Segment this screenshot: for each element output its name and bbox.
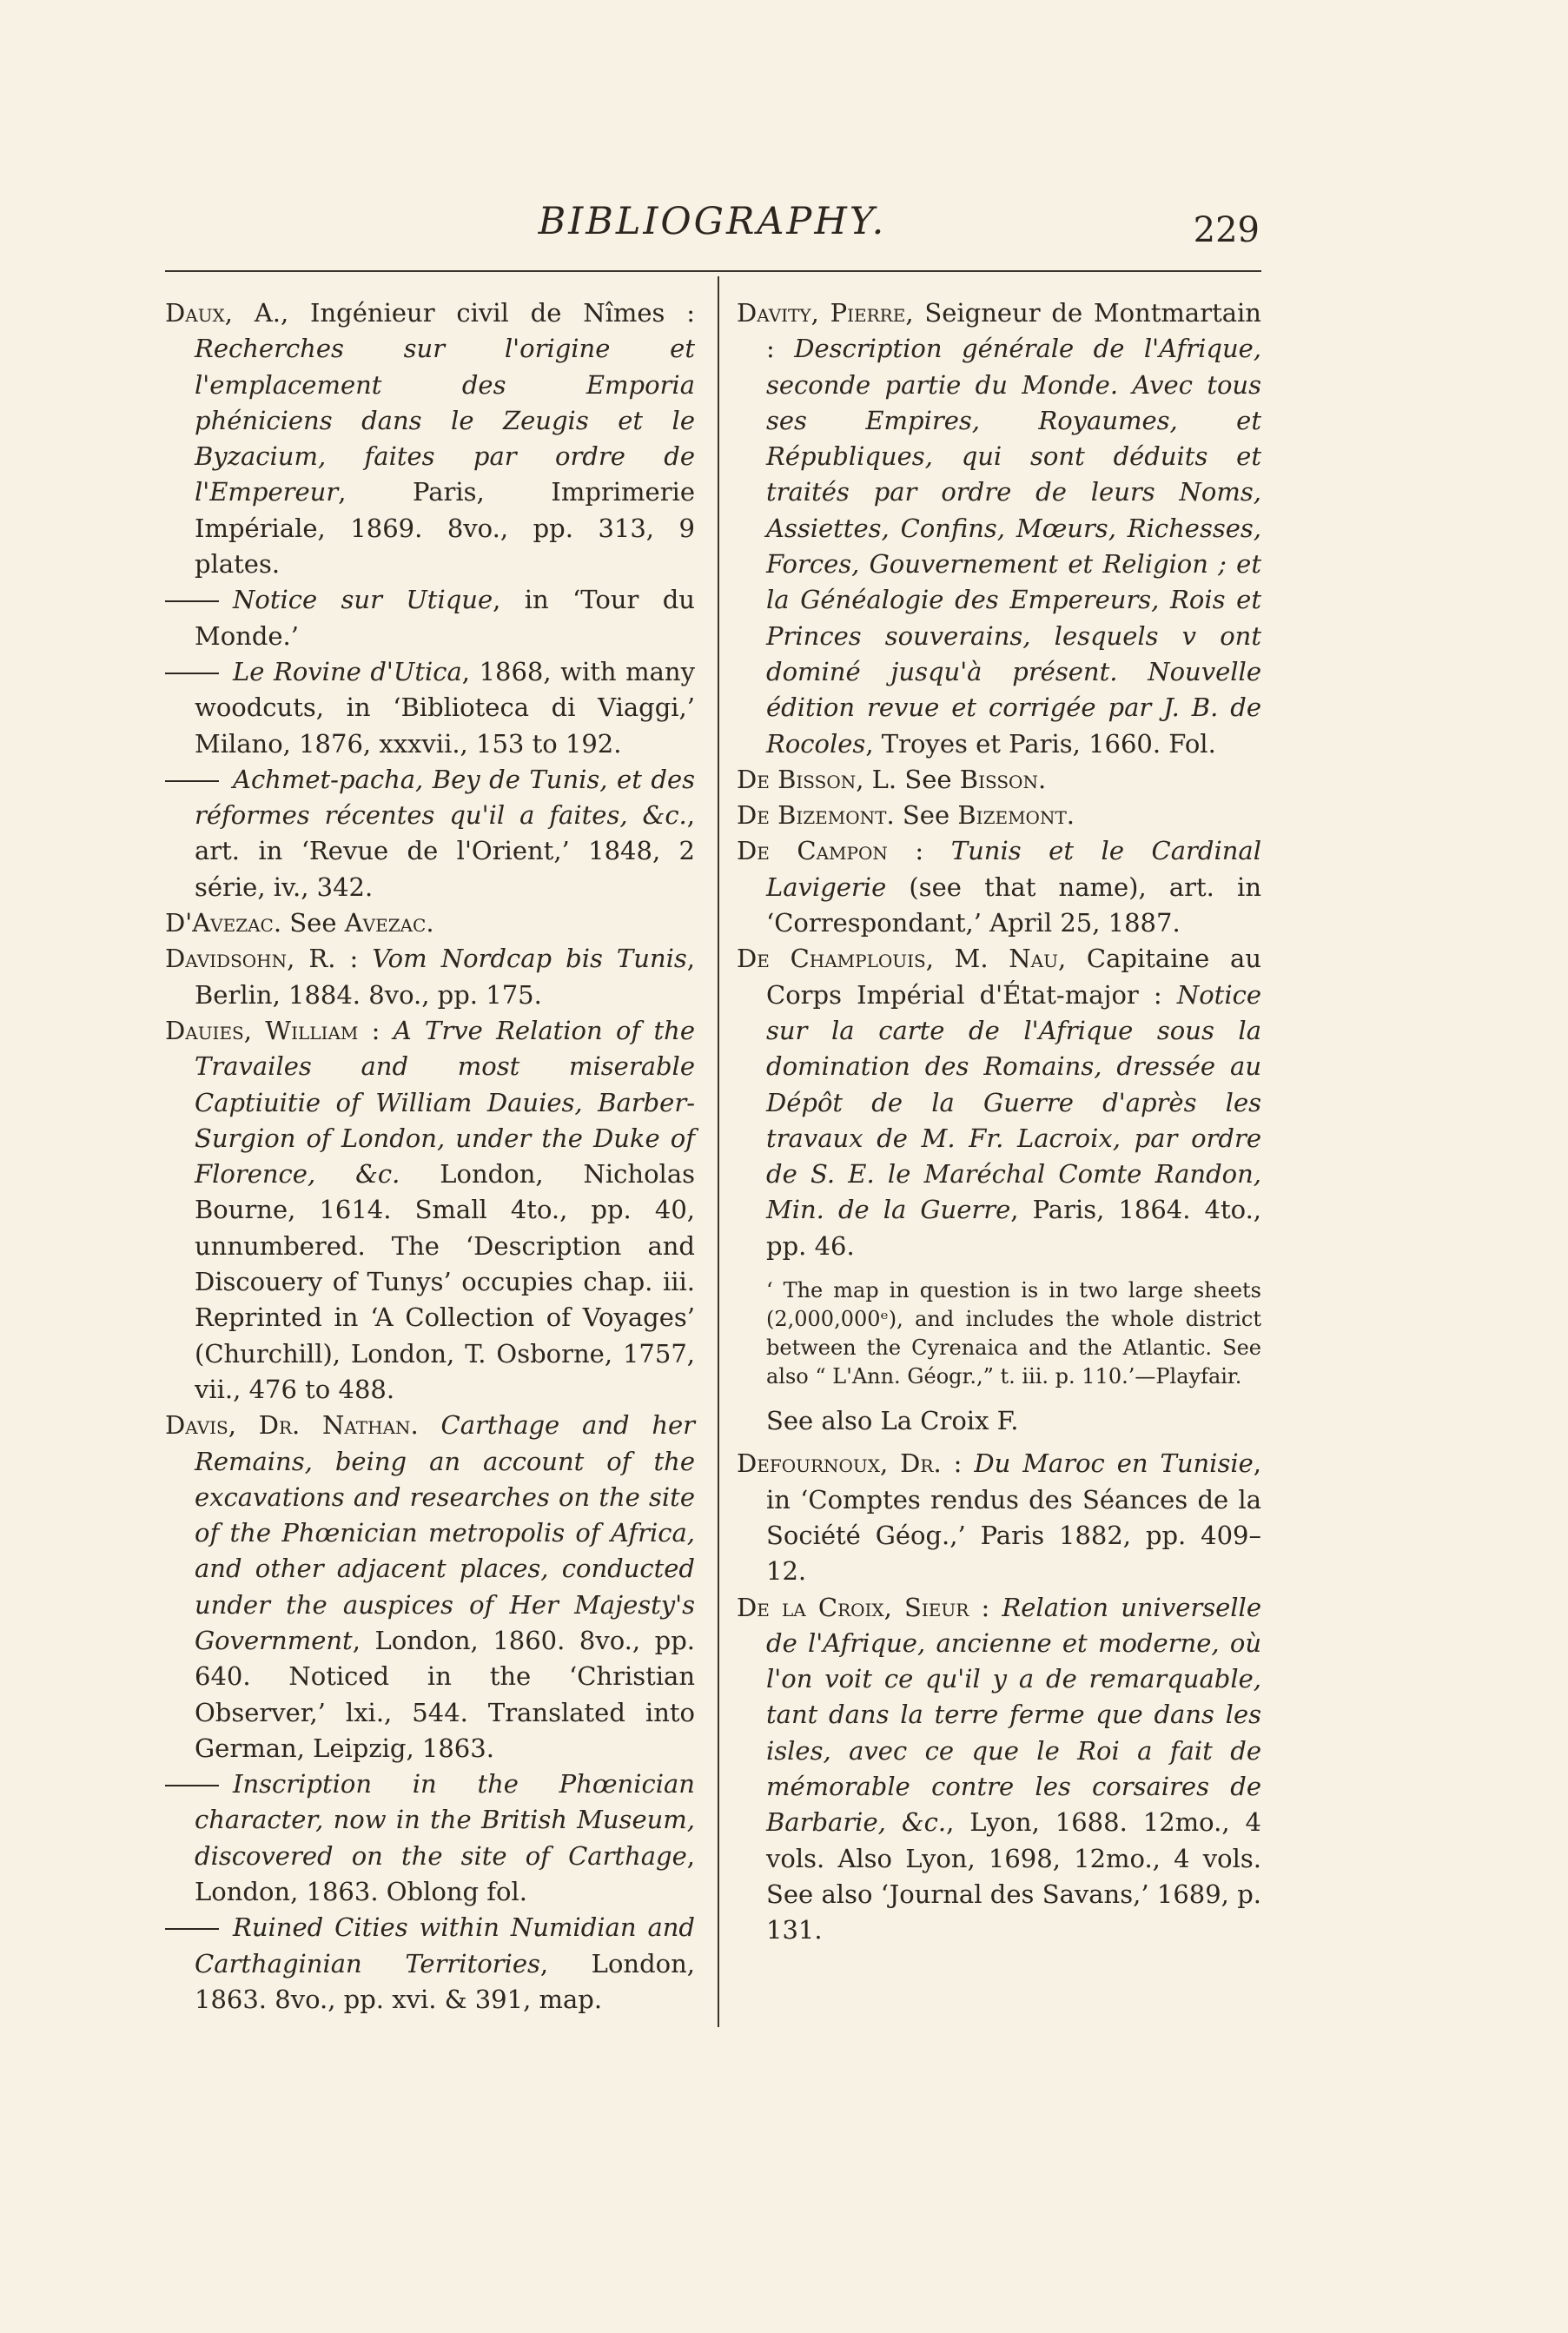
bib-entry bbox=[165, 295, 695, 582]
entry-head: De Bisson, L. bbox=[737, 764, 897, 794]
entry-text: See bbox=[281, 908, 345, 938]
entry-rest: Bisson. bbox=[959, 764, 1047, 794]
right-column bbox=[737, 295, 1261, 1948]
entry-head: D'Avezac. bbox=[165, 908, 282, 938]
entry-title: Carthage and her Remains, being an account of the excavations and researches on the site of the Phœnician metropolis of Africa, and other adjacent places, conducted under the auspices of Her Majesty's Government bbox=[195, 1410, 696, 1655]
entry-text: , Seigneur de Montmartain : bbox=[766, 298, 1261, 364]
footnote: ‘ The map in question is in two large sheets (2,000,000ᵉ), and includes the whole district between the Cyrenaica and the Atlantic. See also “ L'Ann. Géogr.,” t. iii. p. 110.’—Playfair. bbox=[766, 1278, 1261, 1389]
entry-rest: , in ‘Comptes rendus des Séances de la Société Géog.,’ Paris 1882, pp. 409–12. bbox=[766, 1448, 1261, 1587]
ditto-dash bbox=[165, 780, 219, 782]
entry-title: Du Maroc en Tunisie bbox=[974, 1448, 1254, 1479]
entry-title: Tunis et le Cardinal Lavigerie bbox=[766, 836, 1261, 902]
running-title: BIBLIOGRAPHY. bbox=[538, 200, 887, 243]
entry-rest: , London, 1863. Oblong fol. bbox=[195, 1840, 695, 1907]
entry-title: Ruined Cities within Numidian and Carthaginian Territories bbox=[195, 1912, 695, 1978]
ditto-dash bbox=[165, 600, 219, 602]
bib-entry bbox=[737, 762, 1261, 798]
entry-rest: , art. in ‘Revue de l'Orient,’ 1848, 2 série, iv., 342. bbox=[195, 800, 695, 902]
entry-title: Achmet-pacha, Bey de Tunis, et des réformes récentes qu'il a faites, &c. bbox=[195, 764, 695, 831]
entry-rest: , Lyon, 1688. 12mo., 4 vols. Also Lyon, 1698, 12mo., 4 vols. See also ‘Journal des Savans,’ 1689, p. 131. bbox=[766, 1807, 1261, 1945]
entry-title: Vom Nordcap bis Tunis bbox=[372, 944, 687, 974]
entry-head: De la Croix, Sieur bbox=[737, 1592, 969, 1622]
ditto-dash bbox=[165, 1928, 219, 1930]
bib-entry bbox=[165, 654, 695, 762]
entry-rest: , Paris, 1864. 4to., pp. 46. bbox=[766, 1195, 1262, 1261]
entry-title: A Trve Relation of the Travailes and most miserable Captiuitie of William Dauies, Barber-Surgion of London, under the Duke of Florence, &c. bbox=[195, 1015, 695, 1190]
entry-head: Davis, Dr. Nathan. bbox=[165, 1410, 419, 1441]
entry-text: , Ingénieur civil de Nîmes : bbox=[281, 298, 695, 328]
entry-rest: , Troyes et Paris, 1660. Fol. bbox=[865, 728, 1216, 759]
entry-title: Description générale de l'Afrique, seconde partie du Monde. Avec tous ses Empires, Royaumes, et Républiques, qui sont déduits et traités par ordre de leurs Noms, Assiettes, Confins, Mœurs, Richesses, Forces, Gouvernement et Religion ; et la Généalogie des Empereurs, Rois et Princes souverains, lesquels v ont dominé jusqu'à présent. Nouvelle édition revue et corrigée par J. B. de Rocoles bbox=[766, 334, 1262, 759]
entry-text: , Capitaine au Corps Impérial d'État-major : bbox=[766, 944, 1261, 1010]
entry-head: De Champlouis, M. Nau bbox=[737, 944, 1058, 974]
entry-title: Recherches sur l'origine et l'emplacement des Emporia phéniciens dans le Zeugis et le Byzacium, faites par ordre de l'Empereur bbox=[195, 334, 695, 507]
bib-entry bbox=[165, 1766, 695, 1910]
entry-title: Le Rovine d'Utica bbox=[233, 656, 462, 686]
entry-text: See bbox=[894, 800, 958, 831]
header-rule bbox=[165, 270, 1261, 272]
see-also-note: See also La Croix F. bbox=[766, 1406, 1019, 1436]
entry-rest: , London, 1863. 8vo., pp. xvi. & 391, map. bbox=[195, 1948, 695, 2014]
page-number: 229 bbox=[1193, 210, 1260, 250]
bib-entry bbox=[737, 798, 1261, 833]
entry-head: Defournoux, Dr. bbox=[737, 1448, 942, 1479]
bib-entry bbox=[165, 905, 695, 941]
entry-head: Daux, A. bbox=[165, 298, 281, 328]
bib-entry bbox=[737, 941, 1261, 1264]
page-header bbox=[165, 193, 1260, 254]
entry-head: De Campon bbox=[737, 836, 888, 866]
bib-entry bbox=[165, 1910, 695, 2018]
entry-rest: , Berlin, 1884. 8vo., pp. 175. bbox=[195, 944, 695, 1010]
left-column bbox=[165, 295, 695, 2018]
entry-text: : bbox=[358, 1015, 394, 1045]
entry-head: Davity, Pierre bbox=[737, 298, 906, 328]
entry-head: Dauies, William bbox=[165, 1015, 359, 1045]
bib-entry bbox=[737, 1590, 1261, 1949]
entry-title: Relation universelle de l'Afrique, ancienne et moderne, où l'on voit ce qu'il y a de remarquable, tant dans la terre ferme que dans les isles, avec ce que le Roi a fait de mémorable contre les corsaires de Barbarie, &c. bbox=[766, 1592, 1261, 1838]
entry-rest: , London, 1860. 8vo., pp. 640. Noticed in the ‘Christian Observer,’ lxi., 544. Translated into German, Leipzig, 1863. bbox=[195, 1625, 695, 1763]
entry-rest: Bizemont. bbox=[957, 800, 1075, 831]
entry-text: : bbox=[335, 944, 373, 974]
bib-entry bbox=[737, 1446, 1261, 1589]
bib-entry bbox=[165, 582, 695, 654]
entry-text: : bbox=[941, 1448, 975, 1479]
entry-rest: , in ‘Tour du Monde.’ bbox=[195, 585, 695, 651]
ditto-dash bbox=[165, 1785, 219, 1786]
entry-rest: , 1868, with many woodcuts, in ‘Biblioteca di Viaggi,’ Milano, 1876, xxxvii., 153 to 192. bbox=[195, 656, 695, 759]
ditto-dash bbox=[165, 673, 219, 674]
entry-rest: (see that name), art. in ‘Correspondant,’ April 25, 1887. bbox=[766, 872, 1261, 938]
entry-text: See bbox=[896, 764, 960, 794]
bib-entry bbox=[165, 1408, 695, 1766]
entry-text bbox=[419, 1410, 441, 1440]
entry-title: Inscription in the Phœnician character, now in the British Museum, discovered on the site of Carthage bbox=[195, 1769, 695, 1871]
entry-rest: Avezac. bbox=[344, 908, 434, 938]
bib-entry bbox=[737, 833, 1261, 941]
column-divider bbox=[718, 276, 719, 2027]
bib-entry bbox=[737, 295, 1261, 762]
entry-title: Notice sur la carte de l'Afrique sous la domination des Romains, dressée au Dépôt de la Guerre d'après les travaux de M. Fr. Lacroix, par ordre de S. E. le Maréchal Comte Randon, Min. de la Guerre bbox=[766, 979, 1261, 1225]
entry-rest: London, Nicholas Bourne, 1614. Small 4to., pp. 40, unnumbered. The ‘Description and Discouery of Tunys’ occupies chap. iii. Reprinted in ‘A Collection of Voyages’ (Churchill), London, T. Osborne, 1757, vii., 476 to 488. bbox=[195, 1159, 695, 1404]
bib-entry bbox=[165, 762, 695, 905]
entry-text: : bbox=[969, 1592, 1002, 1622]
entry-rest: , Paris, Imprimerie Impériale, 1869. 8vo., pp. 313, 9 plates. bbox=[195, 477, 695, 580]
entry-text: : bbox=[887, 836, 951, 866]
bib-entry bbox=[165, 941, 695, 1013]
entry-title: Notice sur Utique bbox=[233, 585, 493, 615]
bib-entry bbox=[165, 1013, 695, 1408]
entry-head: De Bizemont. bbox=[737, 800, 895, 831]
entry-head: Davidsohn, R. bbox=[165, 944, 336, 974]
